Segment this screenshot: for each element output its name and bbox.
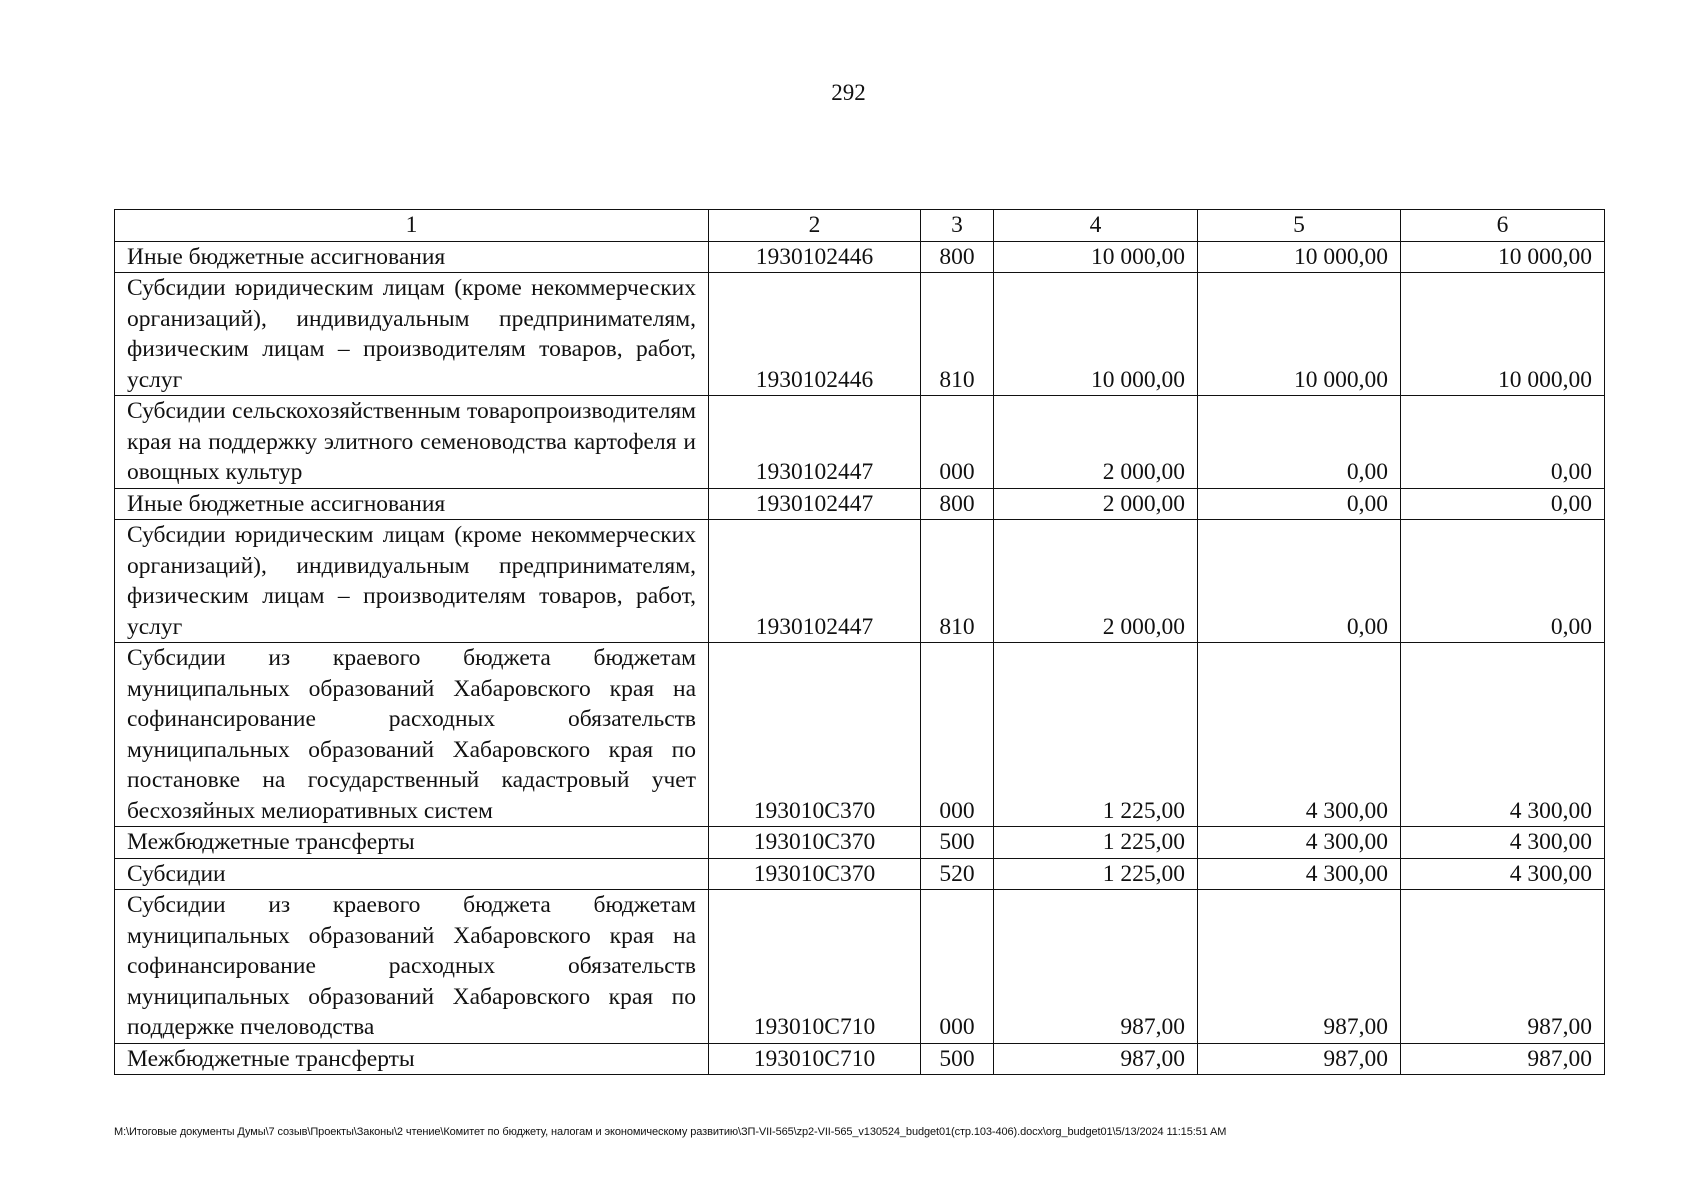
- row-expense-type: 520: [921, 858, 994, 890]
- row-amount-5: 0,00: [1198, 488, 1401, 520]
- row-description: Иные бюджетные ассигнования: [115, 488, 709, 520]
- header-row: [115, 210, 1605, 242]
- row-target-code: 193010C370: [709, 827, 921, 859]
- header-col-1: 1: [115, 210, 709, 242]
- row-expense-type: 000: [921, 396, 994, 489]
- table-row: [115, 520, 1605, 643]
- table-row: [115, 273, 1605, 396]
- row-target-code: 1930102446: [709, 273, 921, 396]
- row-amount-5: 10 000,00: [1198, 241, 1401, 273]
- row-amount-4: 987,00: [994, 890, 1198, 1044]
- header-col-2: 2: [709, 210, 921, 242]
- row-target-code: 1930102447: [709, 396, 921, 489]
- row-target-code: 193010C370: [709, 858, 921, 890]
- row-description: Субсидии из краевого бюджета бюджетам муниципальных образований Хабаровского края на софинансирование расходных обязательств муниципальных образований Хабаровского края по поддержке пчеловодства: [115, 890, 709, 1044]
- table-row: [115, 890, 1605, 1044]
- table-row: [115, 1043, 1605, 1075]
- row-amount-5: 0,00: [1198, 520, 1401, 643]
- row-description: Субсидии юридическим лицам (кроме некоммерческих организаций), индивидуальным предпринимателям, физическим лицам – производителям товаров, работ, услуг: [115, 520, 709, 643]
- row-amount-6: 0,00: [1401, 520, 1605, 643]
- row-amount-6: 0,00: [1401, 396, 1605, 489]
- row-expense-type: 500: [921, 1043, 994, 1075]
- row-amount-5: 987,00: [1198, 890, 1401, 1044]
- row-amount-4: 2 000,00: [994, 396, 1198, 489]
- budget-table: [114, 209, 1605, 1075]
- table-row: [115, 827, 1605, 859]
- table-row: [115, 643, 1605, 827]
- row-amount-6: 10 000,00: [1401, 273, 1605, 396]
- row-amount-4: 2 000,00: [994, 488, 1198, 520]
- row-amount-5: 10 000,00: [1198, 273, 1401, 396]
- row-target-code: 193010C710: [709, 1043, 921, 1075]
- row-description: Межбюджетные трансферты: [115, 1043, 709, 1075]
- row-amount-5: 4 300,00: [1198, 827, 1401, 859]
- row-amount-4: 2 000,00: [994, 520, 1198, 643]
- table-row: [115, 488, 1605, 520]
- row-target-code: 193010C370: [709, 643, 921, 827]
- row-amount-6: 4 300,00: [1401, 858, 1605, 890]
- row-description: Субсидии сельскохозяйственным товаропроизводителям края на поддержку элитного семеноводства картофеля и овощных культур: [115, 396, 709, 489]
- row-expense-type: 000: [921, 890, 994, 1044]
- row-amount-4: 1 225,00: [994, 827, 1198, 859]
- row-amount-6: 987,00: [1401, 890, 1605, 1044]
- row-expense-type: 810: [921, 520, 994, 643]
- file-path-footer: M:\Итоговые документы Думы\7 созыв\Проекты\Законы\2 чтение\Комитет по бюджету, налогам и экономическому развитию\ЗП-VII-565\zp2-VII-565_v130524_budget01(стр.103-406).docx\org_budget01\5/13/2024 11:15:51 AM: [114, 1126, 1227, 1138]
- row-amount-5: 0,00: [1198, 396, 1401, 489]
- header-col-6: 6: [1401, 210, 1605, 242]
- row-expense-type: 000: [921, 643, 994, 827]
- row-expense-type: 500: [921, 827, 994, 859]
- header-col-4: 4: [994, 210, 1198, 242]
- row-amount-6: 10 000,00: [1401, 241, 1605, 273]
- table-row: [115, 858, 1605, 890]
- table-row: [115, 396, 1605, 489]
- page-number: 292: [831, 80, 866, 105]
- row-description: Межбюджетные трансферты: [115, 827, 709, 859]
- row-amount-6: 987,00: [1401, 1043, 1605, 1075]
- row-amount-4: 10 000,00: [994, 273, 1198, 396]
- row-description: Субсидии из краевого бюджета бюджетам муниципальных образований Хабаровского края на софинансирование расходных обязательств муниципальных образований Хабаровского края по постановке на государственный кадастровый учет бесхозяйных мелиоративных систем: [115, 643, 709, 827]
- row-target-code: 1930102447: [709, 520, 921, 643]
- row-expense-type: 800: [921, 241, 994, 273]
- header-col-5: 5: [1198, 210, 1401, 242]
- row-amount-6: 4 300,00: [1401, 827, 1605, 859]
- row-description: Субсидии: [115, 858, 709, 890]
- row-expense-type: 810: [921, 273, 994, 396]
- row-amount-4: 10 000,00: [994, 241, 1198, 273]
- table-row: [115, 241, 1605, 273]
- row-expense-type: 800: [921, 488, 994, 520]
- row-amount-5: 4 300,00: [1198, 643, 1401, 827]
- row-amount-5: 987,00: [1198, 1043, 1401, 1075]
- row-description: Субсидии юридическим лицам (кроме некоммерческих организаций), индивидуальным предпринимателям, физическим лицам – производителям товаров, работ, услуг: [115, 273, 709, 396]
- row-target-code: 193010C710: [709, 890, 921, 1044]
- row-amount-5: 4 300,00: [1198, 858, 1401, 890]
- row-target-code: 1930102447: [709, 488, 921, 520]
- row-target-code: 1930102446: [709, 241, 921, 273]
- row-amount-6: 0,00: [1401, 488, 1605, 520]
- row-amount-4: 987,00: [994, 1043, 1198, 1075]
- row-amount-6: 4 300,00: [1401, 643, 1605, 827]
- row-description: Иные бюджетные ассигнования: [115, 241, 709, 273]
- row-amount-4: 1 225,00: [994, 643, 1198, 827]
- row-amount-4: 1 225,00: [994, 858, 1198, 890]
- header-col-3: 3: [921, 210, 994, 242]
